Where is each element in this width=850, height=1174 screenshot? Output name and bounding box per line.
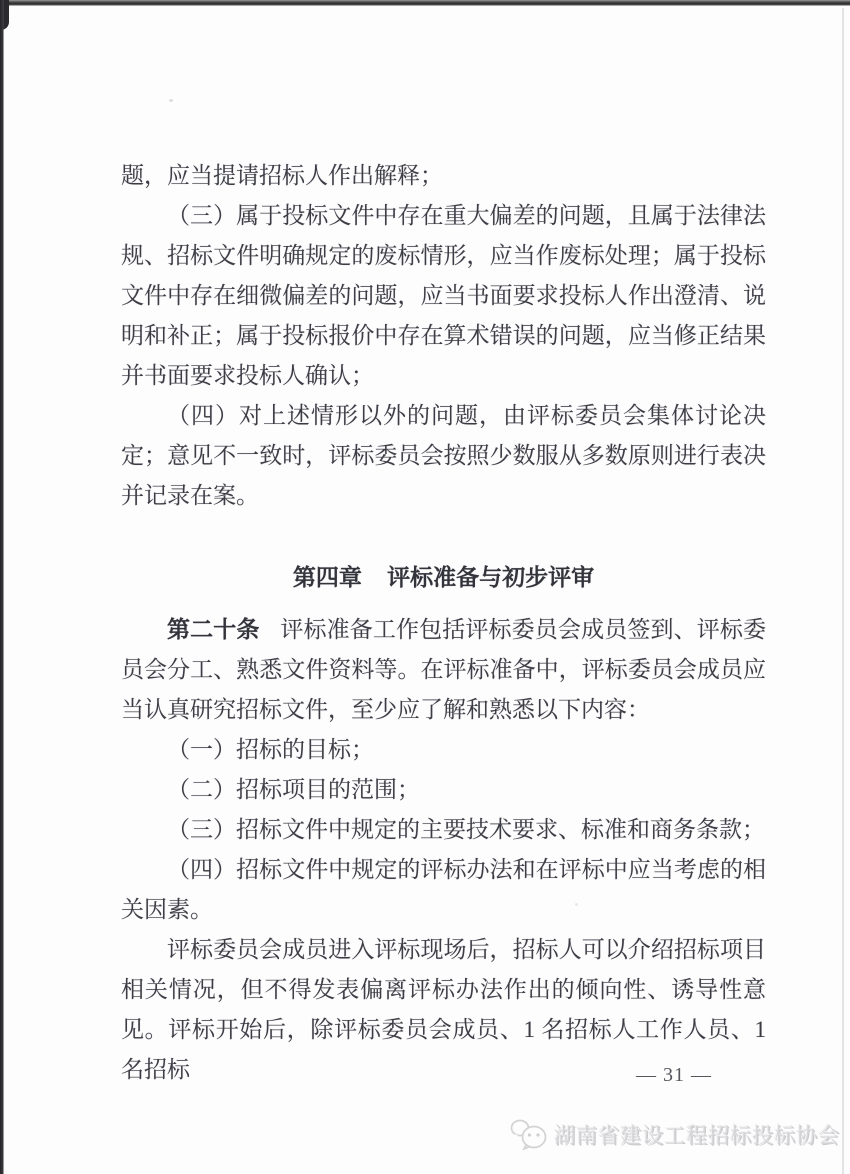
scan-speck bbox=[169, 99, 173, 102]
article-text: 评标准备工作包括评标委员会成员签到、评标委员会分工、熟悉文件资料等。在评标准备中，评标委员会成员应当认真研究招标文件，至少应了解和熟悉以下内容： bbox=[121, 617, 767, 722]
list-item-4: （四）招标文件中规定的评标办法和在评标中应当考虑的相关因素。 bbox=[121, 857, 766, 922]
watermark bbox=[509, 1116, 840, 1152]
article-20-paragraph bbox=[121, 610, 766, 730]
scan-top-edge bbox=[0, 0, 850, 6]
chapter-title: 评标准备与初步评审 bbox=[387, 565, 595, 590]
watermark-text: 湖南省建设工程招标投标协会 bbox=[554, 1123, 841, 1148]
list-item-1: （一）招标的目标； bbox=[167, 737, 374, 762]
scan-right-edge bbox=[842, 8, 844, 1174]
scan-left-edge bbox=[0, 0, 4, 1174]
clause-paragraph-3: （三）属于投标文件中存在重大偏差的问题，且属于法律法规、招标文件明确规定的废标情形，应当作废标处理；属于投标文件中存在细微偏差的问题，应当书面要求投标人作出澄清、说明和补正；属于投标报价中存在算术错误的问题，应当修正结果并书面要求投标人确认； bbox=[121, 203, 766, 388]
article-number: 第二十条 bbox=[167, 617, 260, 642]
list-item-3: （三）招标文件中规定的主要技术要求、标准和商务条款； bbox=[167, 817, 765, 842]
body-paragraph: 评标委员会成员进入评标现场后，招标人可以介绍招标项目相关情况，但不得发表偏离评标办法作出的倾向性、诱导性意见。评标开始后，除评标委员会成员、1 名招标人工作人员、1 名招标 bbox=[121, 937, 766, 1082]
chapter-heading bbox=[121, 558, 766, 598]
clause-paragraph-4: （四）对上述情形以外的问题，由评标委员会集体讨论决定；意见不一致时，评标委员会按照少数服从多数原则进行表决并记录在案。 bbox=[121, 403, 766, 508]
wechat-icon bbox=[509, 1116, 549, 1152]
page-number: — 31 — bbox=[636, 1064, 712, 1086]
list-item-2: （二）招标项目的范围； bbox=[167, 777, 420, 802]
document-body bbox=[121, 156, 766, 1090]
continuation-paragraph: 题，应当提请招标人作出解释； bbox=[121, 163, 443, 188]
chapter-number: 第四章 bbox=[292, 565, 362, 590]
